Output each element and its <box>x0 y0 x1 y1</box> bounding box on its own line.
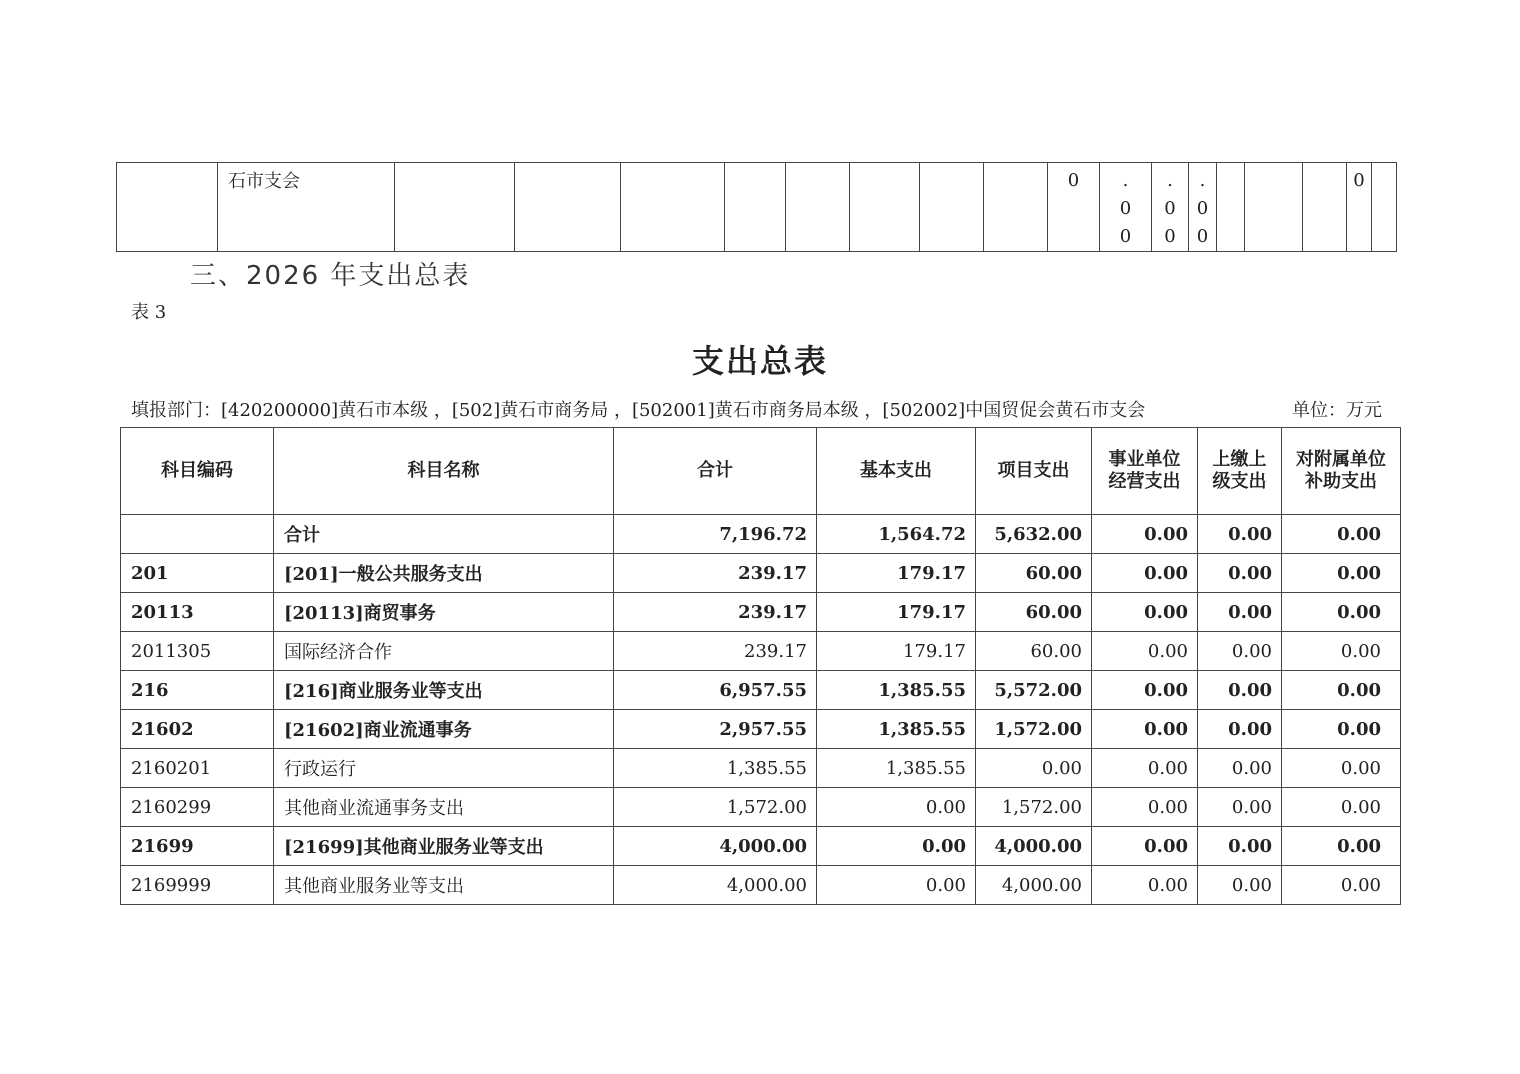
cell-total: 1,385.55 <box>614 749 817 788</box>
cell-subsidy: 0.00 <box>1282 710 1401 749</box>
cell-code: 216 <box>121 671 274 710</box>
fragment-cell <box>850 163 920 252</box>
cell-business: 0.00 <box>1092 671 1198 710</box>
table-row <box>121 827 1401 866</box>
cell-total: 7,196.72 <box>614 515 817 554</box>
cell-code: 2160201 <box>121 749 274 788</box>
cell-code: 21602 <box>121 710 274 749</box>
cell-total: 239.17 <box>614 632 817 671</box>
table-row-total <box>121 515 1401 554</box>
fragment-value-cell <box>1048 163 1100 252</box>
cell-subsidy: 0.00 <box>1282 632 1401 671</box>
cell-business: 0.00 <box>1092 827 1198 866</box>
fragment-cell <box>395 163 515 252</box>
cell-project: 60.00 <box>976 554 1092 593</box>
cell-basic: 179.17 <box>817 593 976 632</box>
cell-subsidy: 0.00 <box>1282 788 1401 827</box>
cell-name: [20113]商贸事务 <box>274 593 614 632</box>
cell-code: 2160299 <box>121 788 274 827</box>
header-business-expenditure: 事业单位经营支出 <box>1092 428 1198 515</box>
cell-business: 0.00 <box>1092 593 1198 632</box>
fragment-cell <box>621 163 725 252</box>
cell-basic: 0.00 <box>817 866 976 905</box>
cell-basic: 179.17 <box>817 554 976 593</box>
cell-upper: 0.00 <box>1198 866 1282 905</box>
cell-upper: 0.00 <box>1198 788 1282 827</box>
fragment-vertical-cell <box>1100 163 1152 252</box>
cell-project: 0.00 <box>976 749 1092 788</box>
cell-upper: 0.00 <box>1198 515 1282 554</box>
unit-label: 单位：万元 <box>1292 400 1382 421</box>
section-heading: 三、2026 年支出总表 <box>190 261 471 291</box>
cell-code <box>121 515 274 554</box>
cell-subsidy: 0.00 <box>1282 866 1401 905</box>
table-row <box>121 749 1401 788</box>
page-title: 支出总表 <box>691 342 828 380</box>
cell-name: 其他商业流通事务支出 <box>274 788 614 827</box>
fragment-digit: 0 <box>1164 226 1176 247</box>
fragment-value: 0 <box>1067 170 1080 191</box>
cell-basic: 1,385.55 <box>817 710 976 749</box>
cell-upper: 0.00 <box>1198 593 1282 632</box>
cell-basic: 1,564.72 <box>817 515 976 554</box>
cell-upper: 0.00 <box>1198 710 1282 749</box>
fragment-vertical-cell <box>1189 163 1217 252</box>
cell-total: 6,957.55 <box>614 671 817 710</box>
fragment-cell <box>1372 163 1397 252</box>
cell-basic: 0.00 <box>817 827 976 866</box>
cell-total: 239.17 <box>614 554 817 593</box>
cell-subsidy: 0.00 <box>1282 515 1401 554</box>
header-subject-code: 科目编码 <box>121 428 274 515</box>
header-basic-expenditure: 基本支出 <box>817 428 976 515</box>
cell-subsidy: 0.00 <box>1282 593 1401 632</box>
cell-name: 行政运行 <box>274 749 614 788</box>
cell-project: 4,000.00 <box>976 827 1092 866</box>
fragment-digit: 0 <box>1196 198 1209 219</box>
cell-upper: 0.00 <box>1198 749 1282 788</box>
header-subsidiary-subsidy: 对附属单位补助支出 <box>1282 428 1401 515</box>
fragment-value-cell <box>1347 163 1372 252</box>
table-row <box>121 632 1401 671</box>
fragment-digit: . <box>1199 170 1206 191</box>
cell-basic: 0.00 <box>817 788 976 827</box>
cell-project: 60.00 <box>976 593 1092 632</box>
table-header-row <box>121 428 1401 515</box>
header-upper-payment: 上缴上级支出 <box>1198 428 1282 515</box>
fragment-cell <box>117 163 218 252</box>
cell-subsidy: 0.00 <box>1282 749 1401 788</box>
table-number: 表 3 <box>131 302 167 323</box>
fragment-cell <box>725 163 786 252</box>
cell-business: 0.00 <box>1092 710 1198 749</box>
cell-basic: 1,385.55 <box>817 749 976 788</box>
header-subject-name: 科目名称 <box>274 428 614 515</box>
cell-name: [21699]其他商业服务业等支出 <box>274 827 614 866</box>
fragment-cell <box>920 163 984 252</box>
cell-project: 4,000.00 <box>976 866 1092 905</box>
cell-project: 1,572.00 <box>976 788 1092 827</box>
fragment-name-cell: 石市支会 <box>218 163 395 252</box>
cell-upper: 0.00 <box>1198 671 1282 710</box>
cell-total: 4,000.00 <box>614 866 817 905</box>
cell-name: [216]商业服务业等支出 <box>274 671 614 710</box>
cell-business: 0.00 <box>1092 866 1198 905</box>
cell-business: 0.00 <box>1092 515 1198 554</box>
table-row <box>121 554 1401 593</box>
cell-code: 201 <box>121 554 274 593</box>
cell-basic: 1,385.55 <box>817 671 976 710</box>
cell-upper: 0.00 <box>1198 554 1282 593</box>
table-row <box>121 710 1401 749</box>
table-row <box>121 788 1401 827</box>
fragment-cell <box>1303 163 1347 252</box>
fragment-digit: 0 <box>1119 198 1132 219</box>
cell-project: 60.00 <box>976 632 1092 671</box>
cell-subsidy: 0.00 <box>1282 554 1401 593</box>
fragment-digit: 0 <box>1119 226 1132 247</box>
fragment-cell <box>786 163 850 252</box>
fragment-cell <box>1245 163 1303 252</box>
cell-name: 其他商业服务业等支出 <box>274 866 614 905</box>
cell-total: 4,000.00 <box>614 827 817 866</box>
table-row <box>121 671 1401 710</box>
cell-project: 1,572.00 <box>976 710 1092 749</box>
cell-total: 239.17 <box>614 593 817 632</box>
table-row <box>121 593 1401 632</box>
cell-basic: 179.17 <box>817 632 976 671</box>
cell-subsidy: 0.00 <box>1282 671 1401 710</box>
reporting-department: 填报部门：[420200000]黄石市本级 ，[502]黄石市商务局 ，[502001]黄石市商务局本级 ，[502002]中国贸促会黄石市支会 <box>131 400 1146 421</box>
previous-table-fragment <box>116 162 1397 252</box>
cell-code: 2011305 <box>121 632 274 671</box>
fragment-digit: . <box>1167 170 1173 191</box>
fragment-vertical-cell <box>1152 163 1189 252</box>
fragment-cell <box>1217 163 1245 252</box>
header-total: 合计 <box>614 428 817 515</box>
fragment-digit: 0 <box>1164 198 1176 219</box>
cell-name: [21602]商业流通事务 <box>274 710 614 749</box>
table-row <box>121 866 1401 905</box>
cell-code: 20113 <box>121 593 274 632</box>
fragment-cell <box>515 163 621 252</box>
cell-code: 21699 <box>121 827 274 866</box>
fragment-cell <box>984 163 1048 252</box>
cell-business: 0.00 <box>1092 554 1198 593</box>
fragment-digit: . <box>1122 170 1129 191</box>
cell-project: 5,572.00 <box>976 671 1092 710</box>
cell-upper: 0.00 <box>1198 632 1282 671</box>
cell-total: 2,957.55 <box>614 710 817 749</box>
cell-code: 2169999 <box>121 866 274 905</box>
cell-upper: 0.00 <box>1198 827 1282 866</box>
fragment-value: 0 <box>1353 170 1365 191</box>
cell-name: 国际经济合作 <box>274 632 614 671</box>
header-project-expenditure: 项目支出 <box>976 428 1092 515</box>
cell-project: 5,632.00 <box>976 515 1092 554</box>
cell-name: 合计 <box>274 515 614 554</box>
cell-business: 0.00 <box>1092 749 1198 788</box>
cell-business: 0.00 <box>1092 632 1198 671</box>
fragment-digit: 0 <box>1196 226 1209 247</box>
cell-subsidy: 0.00 <box>1282 827 1401 866</box>
expenditure-summary-table <box>120 427 1401 905</box>
cell-business: 0.00 <box>1092 788 1198 827</box>
cell-name: [201]一般公共服务支出 <box>274 554 614 593</box>
cell-total: 1,572.00 <box>614 788 817 827</box>
